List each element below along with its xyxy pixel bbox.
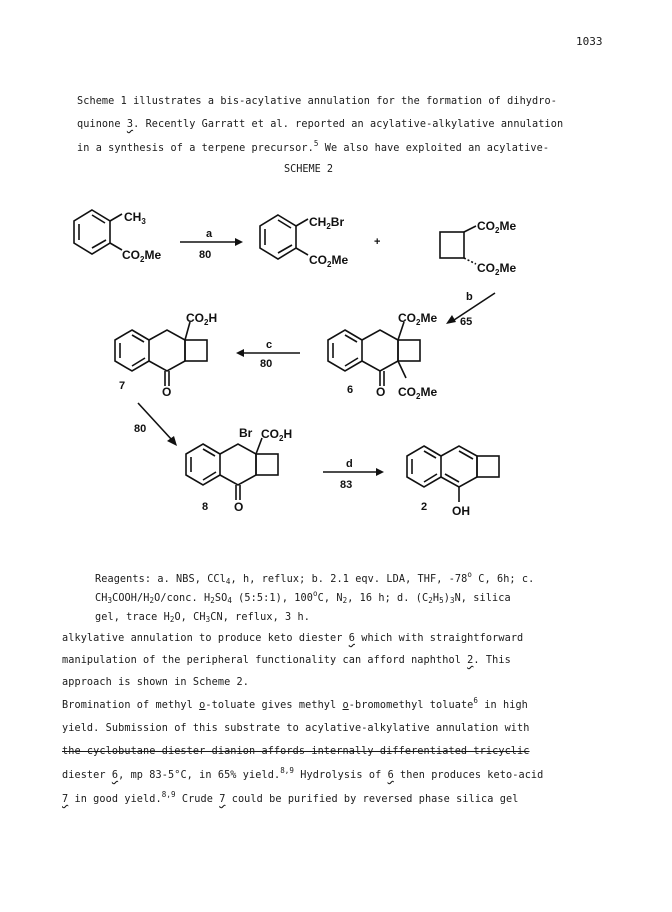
plus-sign: + [374, 236, 381, 248]
compound-7-number: 7 [119, 380, 126, 392]
co2me-label-3: $CO_2Me$ [477, 219, 517, 235]
ketone-o-label-6: O [376, 385, 386, 399]
compound-ref-3: 3 [126, 119, 134, 130]
compound-8-number: 8 [202, 501, 209, 513]
scheme-2-diagram [0, 190, 672, 560]
compound-7-structure [115, 322, 207, 386]
co2me-label-5: $CO_2Me$ [398, 311, 438, 327]
co2me-label-6: $CO_2Me$ [398, 385, 438, 401]
intro-line-1: Scheme 1 illustrates a bis-acylative annulation for the formation of dihydro- [77, 96, 557, 107]
oh-label: OH [452, 504, 470, 518]
body-line-4: Bromination of methyl o-toluate gives methyl o-bromomethyl toluate$^6$ in high [62, 696, 528, 711]
cyclobutane-diester-structure [440, 226, 476, 264]
step-a-yield: 80 [199, 249, 212, 261]
scheme-title: SCHEME 2 [284, 164, 334, 175]
intro-line-3: in a synthesis of a terpene precursor.$^5$ We also have exploited an acylative- [77, 139, 550, 154]
step-c-yield: 80 [260, 358, 273, 370]
body-line-3: approach is shown in Scheme 2. [62, 677, 250, 688]
co2me-label-4: $CO_2Me$ [477, 261, 517, 277]
bromomethyl-toluate-structure [260, 215, 308, 259]
co2me-label-1: $CO_2Me$ [122, 248, 162, 264]
compound-2-number: 2 [421, 501, 428, 513]
ch2br-label: $CH_2Br$ [309, 215, 345, 231]
co2h-label-8: $CO_2H$ [261, 427, 293, 443]
reagents-line-2: $CH_3COOH/H_2O$/conc. $H_2SO_4$ (5:5:1), 100$^o$C, $N_2$, 16 h; d. $(C_2H_5)_3N$, silica [95, 589, 511, 605]
reagents-line-1: Reagents: a. NBS, CCl$_4$, h, reflux; b. 2.1 eqv. LDA, THF, -78$^o$ C, 6h; c. [95, 570, 535, 586]
step-d-label: d [346, 458, 353, 470]
ch3-label: $CH_3$ [124, 210, 146, 226]
body-line-5: yield. Submission of this substrate to acylative-alkylative annulation with [62, 723, 530, 734]
step-b-label: b [466, 291, 473, 303]
co2me-label-2: $CO_2Me$ [309, 253, 349, 269]
body-line-6: the cyclobutane diester dianion affords internally differentiated tricyclic [62, 746, 530, 757]
step-c-label: c [266, 339, 273, 351]
page-number: 1033 [576, 35, 603, 48]
methyl-o-toluate-structure [74, 210, 122, 254]
step-d-yield: 83 [340, 479, 353, 491]
ketone-o-label-7: O [162, 385, 172, 399]
compound-2-naphthol-structure [407, 446, 499, 502]
ketone-o-label-8: O [234, 500, 244, 514]
body-line-8: 7 in good yield.$^{8,9}$ Crude 7 could be purified by reversed phase silica gel [62, 790, 519, 805]
step-a-label: a [206, 228, 213, 240]
compound-8-structure [186, 438, 278, 500]
reagents-line-3: gel, trace $H_2O$, $CH_3CN$, reflux, 3 h. [95, 612, 310, 624]
body-line-7: diester 6, mp 83-5°C, in 65% yield.$^{8,9}$ Hydrolysis of 6 then produces keto-acid [62, 766, 544, 781]
body-line-1: alkylative annulation to produce keto diester 6 which with straightforward [62, 633, 524, 644]
body-line-2: manipulation of the peripheral functionality can afford naphthol 2. This [62, 655, 511, 666]
co2h-label-7: $CO_2H$ [186, 311, 218, 327]
step-c2-yield: 80 [134, 423, 147, 435]
intro-line-2: quinone 3. Recently Garratt et al. reported an acylative-alkylative annulation [77, 119, 564, 130]
br-label: Br [239, 426, 253, 440]
compound-6-structure [328, 322, 420, 386]
compound-6-number: 6 [347, 384, 354, 396]
step-b-yield: 65 [460, 316, 473, 328]
